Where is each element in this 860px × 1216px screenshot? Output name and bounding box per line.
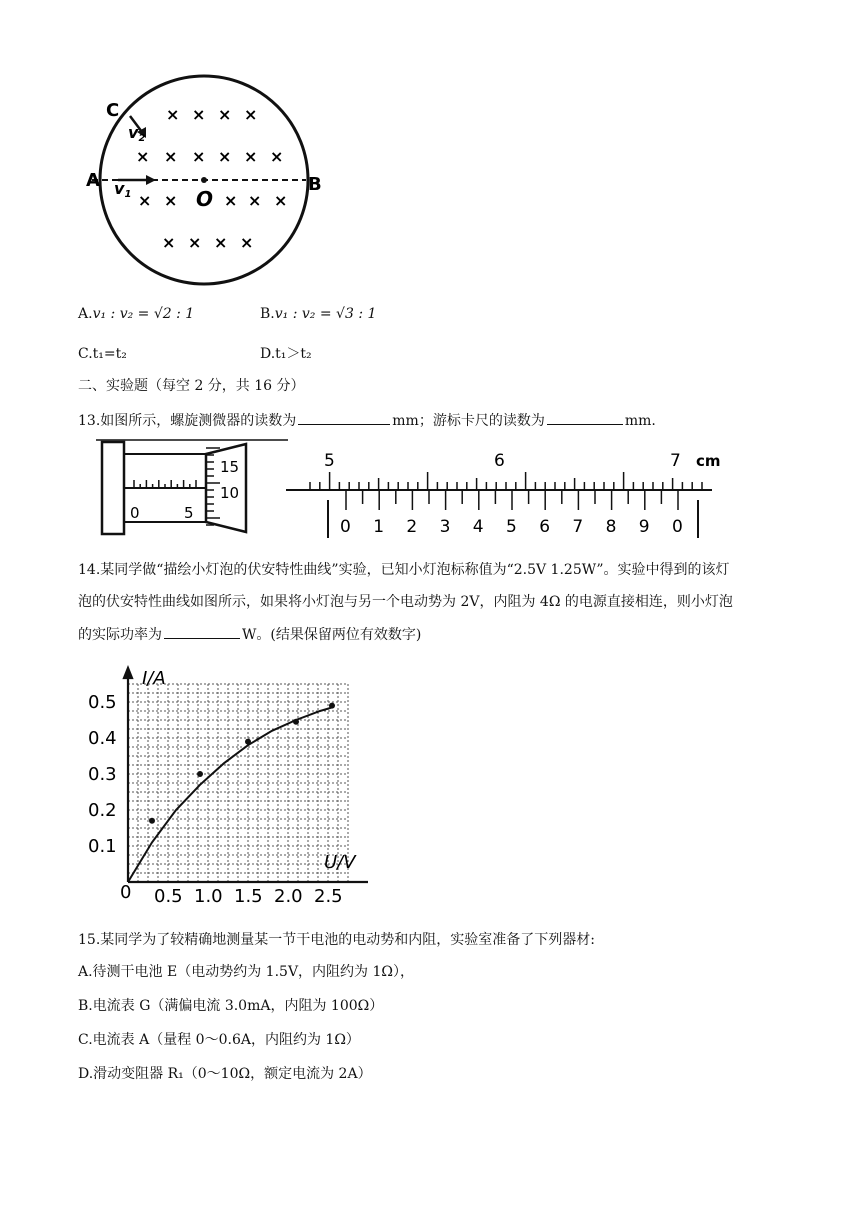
vernier-label: 3 bbox=[439, 517, 451, 537]
data-point bbox=[329, 703, 335, 709]
label-v2: v2 bbox=[128, 123, 146, 144]
field-cross: × bbox=[214, 233, 228, 252]
field-cross: × bbox=[188, 233, 202, 252]
vernier-label: 9 bbox=[638, 517, 650, 537]
vernier-label: 4 bbox=[472, 517, 484, 537]
field-cross: × bbox=[218, 105, 232, 124]
vernier-caliper-figure bbox=[286, 442, 726, 538]
vernier-label: 1 bbox=[373, 517, 385, 537]
option-c[interactable]: C.t₁=t₂ bbox=[78, 346, 127, 362]
section-title: 二、实验题（每空 2 分，共 16 分） bbox=[78, 378, 305, 394]
y-axis-arrow bbox=[124, 668, 132, 678]
x-tick-label: 1.0 bbox=[194, 886, 223, 907]
label-c: C bbox=[106, 100, 120, 121]
q15-item-d: D.滑动变阻器 R₁（0～10Ω，额定电流为 2A） bbox=[78, 1066, 372, 1082]
field-crosses bbox=[136, 105, 287, 252]
y-axis-label: I/A bbox=[142, 668, 166, 689]
x-tick-label: 0.5 bbox=[154, 886, 183, 907]
data-point bbox=[149, 818, 155, 824]
sleeve-label-5: 5 bbox=[184, 504, 194, 522]
field-cross: × bbox=[218, 147, 232, 166]
y-tick-label: 0.5 bbox=[88, 692, 117, 713]
x-tick-label: 2.5 bbox=[314, 886, 343, 907]
blank-power[interactable] bbox=[164, 624, 240, 639]
option-a[interactable]: A.v₁ : v₂ = √2 : 1 bbox=[78, 306, 195, 322]
iv-curve-chart bbox=[84, 664, 374, 908]
data-point bbox=[293, 719, 299, 725]
q15-intro: 15.某同学为了较精确地测量某一节干电池的电动势和内阻，实验室准备了下列器材: bbox=[78, 932, 595, 948]
q14-line2: 泡的伏安特性曲线如图所示，如果将小灯泡与另一个电动势为 2V，内阻为 4Ω 的电源直接相连，则小灯泡 bbox=[78, 594, 733, 610]
y-tick-label: 0.1 bbox=[88, 836, 117, 857]
y-tick-label: 0.2 bbox=[88, 800, 117, 821]
data-point bbox=[245, 739, 251, 745]
thimble-label-15: 15 bbox=[220, 458, 240, 476]
vernier-label: 2 bbox=[406, 517, 418, 537]
center-point bbox=[201, 177, 207, 183]
option-d[interactable]: D.t₁＞t₂ bbox=[260, 346, 312, 362]
main-label-6: 6 bbox=[494, 451, 505, 471]
origin-label: 0 bbox=[120, 882, 132, 903]
field-cross: × bbox=[244, 147, 258, 166]
vernier-label: 8 bbox=[605, 517, 617, 537]
x-axis-label: U/V bbox=[324, 852, 356, 873]
main-label-5: 5 bbox=[324, 451, 335, 471]
field-cross: × bbox=[248, 191, 262, 210]
vernier-label: 0 bbox=[340, 517, 351, 537]
question-13: 13.如图所示，螺旋测微器的读数为 mm；游标卡尺的读数为 mm. bbox=[78, 410, 656, 431]
q15-item-c: C.电流表 A（量程 0～0.6A，内阻约为 1Ω） bbox=[78, 1032, 360, 1048]
blank-caliper[interactable] bbox=[547, 410, 623, 425]
option-a-expr: v₁ : v₂ = √2 : 1 bbox=[92, 306, 195, 322]
field-cross: × bbox=[244, 105, 258, 124]
field-cross: × bbox=[224, 191, 238, 210]
unit-cm: cm bbox=[696, 452, 721, 470]
option-b[interactable]: B.v₁ : v₂ = √3 : 1 bbox=[260, 306, 377, 322]
y-tick-label: 0.4 bbox=[88, 728, 117, 749]
sleeve-label-0: 0 bbox=[130, 504, 140, 522]
data-point bbox=[197, 771, 203, 777]
q15-item-a: A.待测干电池 E（电动势约为 1.5V，内阻约为 1Ω）， bbox=[78, 964, 415, 980]
label-v1: v1 bbox=[114, 179, 132, 200]
y-tick-label: 0.3 bbox=[88, 764, 117, 785]
blank-micrometer[interactable] bbox=[298, 410, 390, 425]
x-tick-label: 1.5 bbox=[234, 886, 263, 907]
field-cross: × bbox=[138, 191, 152, 210]
field-cross: × bbox=[270, 147, 284, 166]
field-cross: × bbox=[192, 147, 206, 166]
q14-line1: 14.某同学做“描绘小灯泡的伏安特性曲线”实验，已知小灯泡标称值为“2.5V 1.25W”。实验中得到的该灯 bbox=[78, 562, 730, 578]
magnetic-field-figure bbox=[78, 68, 338, 290]
field-cross: × bbox=[164, 147, 178, 166]
micrometer-figure bbox=[96, 436, 292, 538]
thimble-label-10: 10 bbox=[220, 484, 240, 502]
field-cross: × bbox=[164, 191, 178, 210]
x-tick-label: 2.0 bbox=[274, 886, 303, 907]
iv-curve bbox=[128, 707, 332, 882]
vernier-label: 7 bbox=[572, 517, 584, 537]
vernier-label: 6 bbox=[539, 517, 551, 537]
label-a: A bbox=[86, 170, 100, 191]
q14-line3: 的实际功率为 W。(结果保留两位有效数字) bbox=[78, 624, 421, 645]
option-b-expr: v₁ : v₂ = √3 : 1 bbox=[274, 306, 377, 322]
field-cross: × bbox=[274, 191, 288, 210]
main-label-7: 7 bbox=[670, 451, 681, 471]
q15-item-b: B.电流表 G（满偏电流 3.0mA，内阻为 100Ω） bbox=[78, 998, 384, 1014]
field-cross: × bbox=[240, 233, 254, 252]
field-cross: × bbox=[166, 105, 180, 124]
vernier-label: 5 bbox=[506, 517, 517, 537]
label-b: B bbox=[308, 174, 322, 195]
label-o: O bbox=[196, 187, 214, 211]
field-cross: × bbox=[162, 233, 176, 252]
field-cross: × bbox=[136, 147, 150, 166]
vernier-label: 0 bbox=[672, 517, 683, 537]
field-cross: × bbox=[192, 105, 206, 124]
